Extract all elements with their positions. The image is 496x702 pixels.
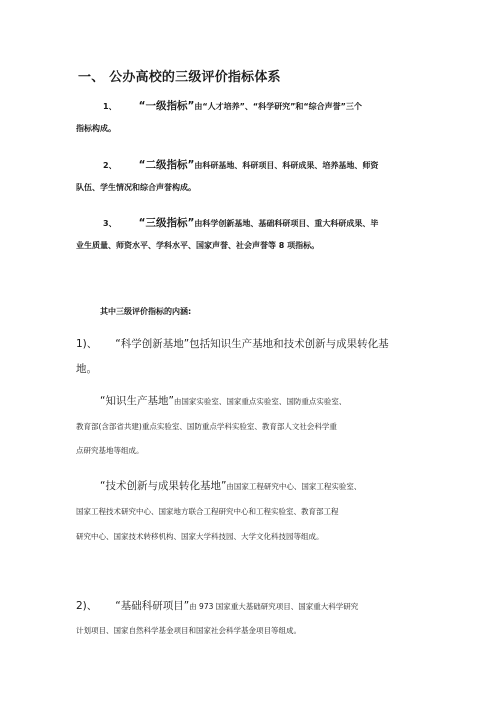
item-1-line-1 [103, 98, 362, 113]
para-a-line-3: 点研究基地等组成。 [76, 446, 144, 455]
item-3-text: 由科学创新基地、基础科研项目、重大科研成果、毕 [194, 219, 379, 228]
item-3-line-2: 业生质量、师资水平、学科水平、国家声誉、社会声誉等 8 项指标。 [76, 241, 320, 250]
section-1-line-1 [76, 336, 389, 351]
section-1-text-cont: 地。 [76, 363, 97, 375]
para-a-line-1 [100, 393, 346, 408]
item-2-line-1 [103, 157, 378, 172]
item-2-number: 2、 [103, 161, 117, 170]
para-b-text: 由国家工程研究中心、国家工程实验室、 [226, 482, 362, 491]
para-b-line-1 [100, 478, 361, 493]
section-2-text: 由 973 国家重大基础研究项目、国家重大科学研究 [189, 602, 359, 611]
item-3-keyword: “三级指标” [138, 217, 195, 229]
para-a-text: 由国家实验室、国家重点实验室、国防重点实验室、 [173, 397, 347, 406]
intro-line: 其中三级评价指标的内涵: [100, 307, 192, 316]
section-title: 一、 公办高校的三级评价指标体系 [78, 70, 281, 85]
item-2-line-2: 队伍、学生情况和综合声誉构成。 [76, 183, 196, 192]
section-1-text: 包括知识生产基地和技术创新与成果转化基 [189, 338, 389, 350]
item-3-line-1 [103, 215, 378, 230]
para-b-line-2: 国家工程技术研究中心、国家地方联合工程研究中心和工程实验室、教育部工程 [76, 507, 339, 516]
section-2-number: 2)、 [76, 600, 98, 612]
para-a-line-2: 教育部(含部省共建)重点实验室、国防重点学科实验室、教育部人文社会科学重 [76, 422, 337, 431]
section-2-line-1 [76, 598, 358, 613]
item-1-number: 1、 [103, 102, 117, 111]
para-b-line-3: 研究中心、国家技术转移机构、国家大学科技园、大学文化科技园等组成。 [76, 532, 324, 541]
item-2-text: 由科研基地、科研项目、科研成果、培养基地、师资 [194, 161, 379, 170]
item-1-line-2: 指标构成。 [76, 124, 116, 133]
section-2-keyword: “基础科研项目” [115, 600, 190, 612]
section-1-keyword: “科学创新基地” [115, 338, 190, 350]
item-2-keyword: “二级指标” [138, 159, 195, 171]
section-1-number: 1)、 [76, 338, 98, 350]
section-2-line-2: 计划项目、国家自然科学基金项目和国家社会科学基金项目等组成。 [76, 626, 301, 635]
item-1-keyword: “一级指标” [138, 100, 195, 112]
item-3-number: 3、 [103, 219, 117, 228]
section-1-line-2 [76, 361, 97, 376]
item-1-text: 由“人才培养”、“科学研究”和“综合声誉”三个 [194, 102, 362, 111]
para-a-keyword: “知识生产基地” [100, 395, 174, 407]
para-b-keyword: “技术创新与成果转化基地” [100, 480, 227, 492]
